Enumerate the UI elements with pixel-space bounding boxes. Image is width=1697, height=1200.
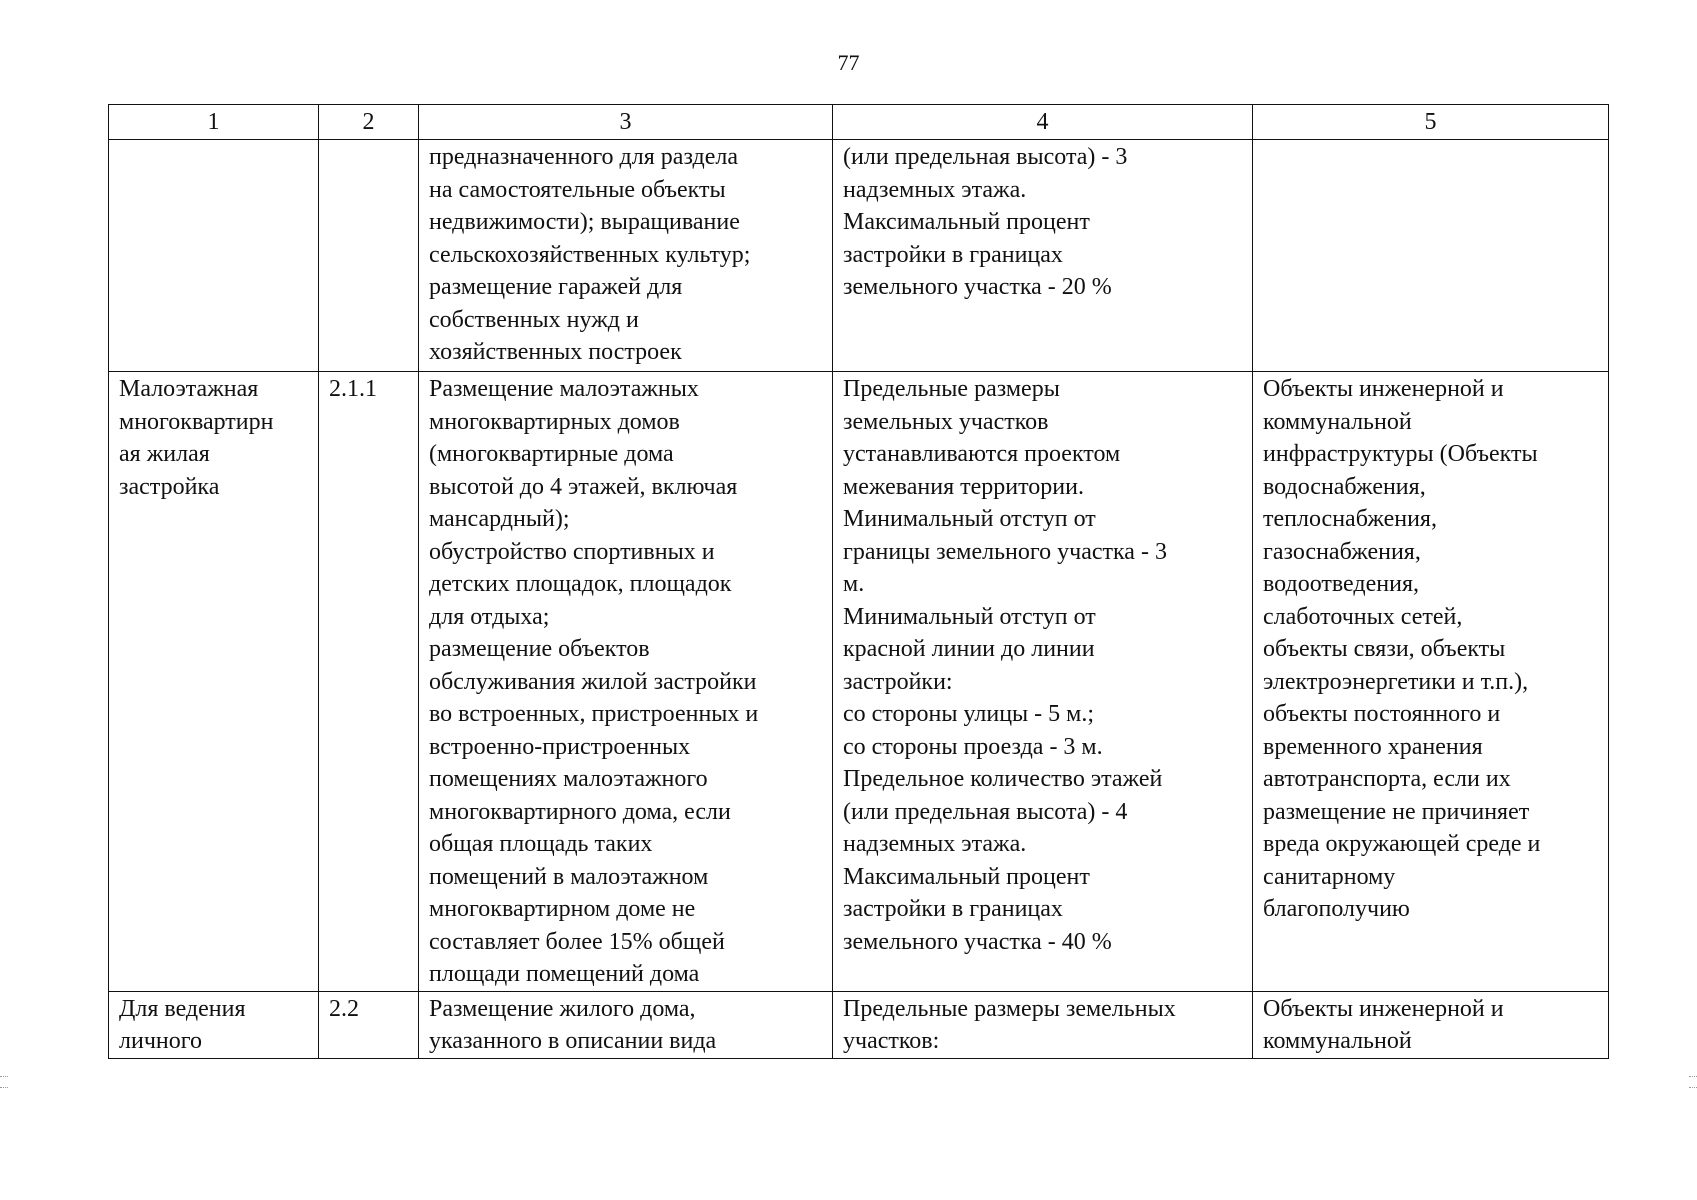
column-header-2: 2 [319, 105, 419, 140]
table-row [109, 140, 1609, 372]
cell-limit-parameters: Предельные размеры земельных участков: [833, 991, 1253, 1058]
table-row [109, 372, 1609, 992]
cell-use-code: 2.2 [319, 991, 419, 1058]
header-row [109, 105, 1609, 140]
column-header-5: 5 [1253, 105, 1609, 140]
land-use-table [108, 104, 1609, 1059]
page-number: 77 [837, 50, 860, 75]
cell-use-code [319, 140, 419, 372]
cell-limit-parameters: (или предельная высота) - 3 надземных этажа. Максимальный процент застройки в границах земельного участка - 20 % [833, 140, 1253, 372]
cell-auxiliary-objects [1253, 140, 1609, 372]
cell-use-description: предназначенного для раздела на самостоятельные объекты недвижимости); выращивание сельскохозяйственных культур; размещение гаражей для собственных нужд и хозяйственных построек [419, 140, 833, 372]
cell-use-description: Размещение малоэтажных многоквартирных домов (многоквартирные дома высотой до 4 этажей, включая мансардный); обустройство спортивных и детских площадок, площадок для отдыха; размещение объектов обслуживания жилой застройки во встроенных, пристроенных и встроенно-пристроенных помещениях малоэтажного многоквартирного дома, если общая площадь таких помещений в малоэтажном многоквартирном доме не составляет более 15% общей площади помещений дома [419, 372, 833, 992]
table-row [109, 991, 1609, 1058]
column-header-3: 3 [419, 105, 833, 140]
cell-use-description: Размещение жилого дома, указанного в описании вида [419, 991, 833, 1058]
cell-use-name [109, 140, 319, 372]
cell-use-code: 2.1.1 [319, 372, 419, 992]
scan-edge-mark-left [0, 1076, 8, 1088]
cell-auxiliary-objects: Объекты инженерной и коммунальной инфраструктуры (Объекты водоснабжения, теплоснабжения, газоснабжения, водоотведения, слаботочных сетей, объекты связи, объекты электроэнергетики и т.п.), объекты постоянного и временного хранения автотранспорта, если их размещение не причиняет вреда окружающей среде и санитарному благополучию [1253, 372, 1609, 992]
scan-edge-mark-right [1689, 1076, 1697, 1088]
column-header-1: 1 [109, 105, 319, 140]
cell-auxiliary-objects: Объекты инженерной и коммунальной [1253, 991, 1609, 1058]
cell-use-name: Малоэтажная многоквартирн ая жилая застройка [109, 372, 319, 992]
column-header-4: 4 [833, 105, 1253, 140]
cell-use-name: Для ведения личного [109, 991, 319, 1058]
cell-limit-parameters: Предельные размеры земельных участков устанавливаются проектом межевания территории. Минимальный отступ от границы земельного участка - 3 м. Минимальный отступ от красной линии до линии застройки: со стороны улицы - 5 м.; со стороны проезда - 3 м. Предельное количество этажей (или предельная высота) - 4 надземных этажа. Максимальный процент застройки в границах земельного участка - 40 % [833, 372, 1253, 992]
